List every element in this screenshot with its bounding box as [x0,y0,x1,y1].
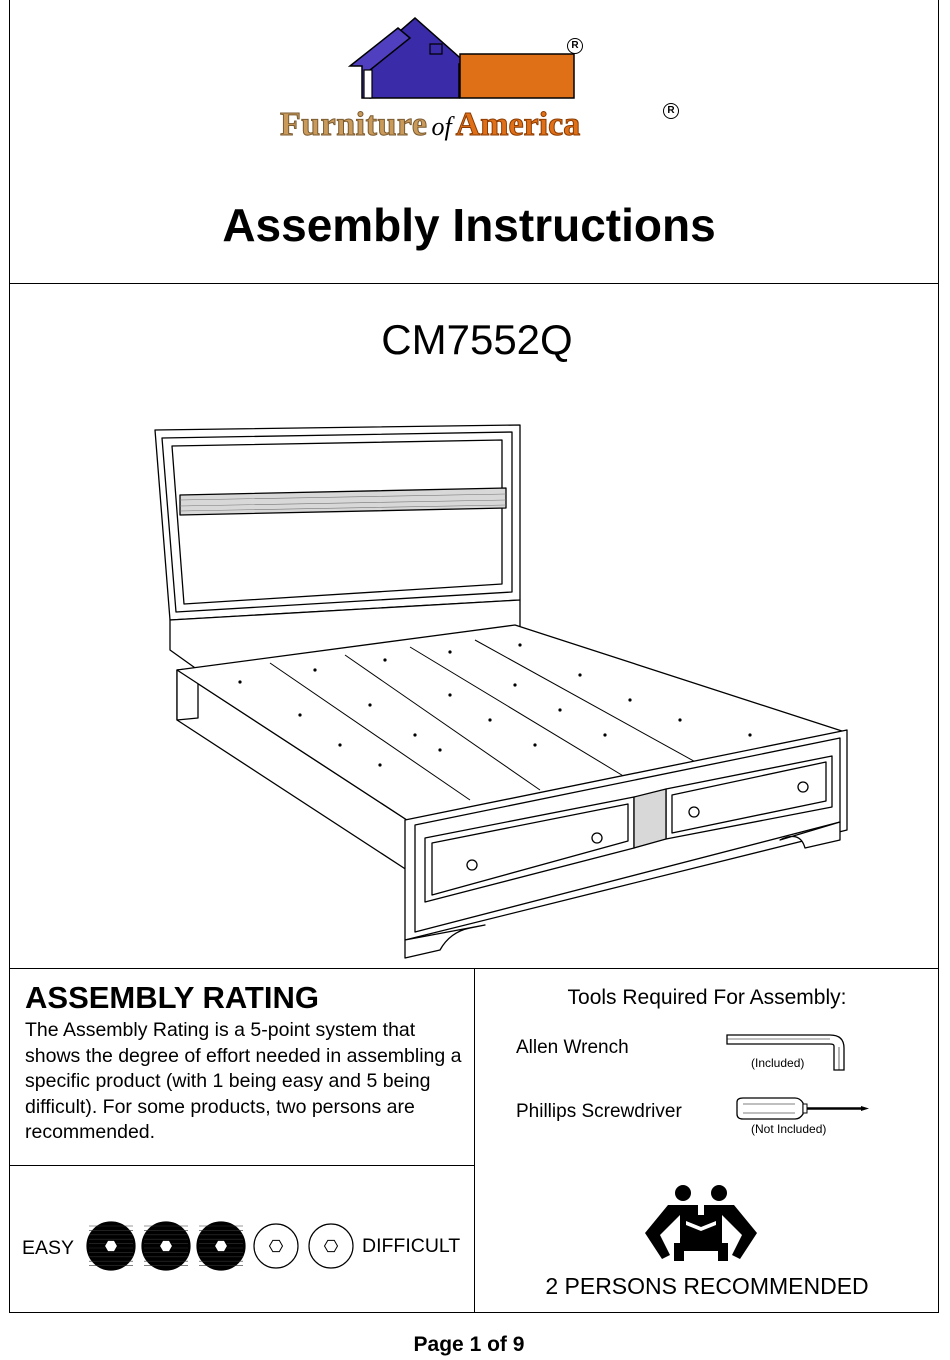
brand-word-of: of [431,112,452,141]
tool-name-allen-wrench: Allen Wrench [516,1037,629,1058]
brand-word-furniture: Furniture [280,106,428,143]
divider-columns [474,968,475,1313]
page-title: Assembly Instructions [222,199,716,251]
tools-heading: Tools Required For Assembly: [567,986,847,1009]
rating-heading: ASSEMBLY RATING [25,980,319,1015]
two-persons-lifting-icon [640,1183,762,1268]
page-number: Page 1 of 9 [413,1333,525,1356]
tool-name-phillips-screwdriver: Phillips Screwdriver [516,1101,682,1122]
bed-illustration [150,420,860,965]
rating-circle-filled [142,1222,190,1270]
persons-recommended-label: 2 PERSONS RECOMMENDED [545,1273,869,1299]
difficult-label: DIFFICULT [362,1235,461,1257]
easy-label: EASY [22,1237,75,1259]
rating-circle-filled [87,1222,135,1270]
divider-header [9,283,939,284]
brand-word-america: America [455,106,581,143]
tool-note-not-included: (Not Included) [751,1122,827,1136]
brand-wordmark [280,106,580,144]
rating-circle-empty [254,1224,298,1268]
divider-rating [9,1165,474,1166]
registered-mark-icon: R [567,38,583,54]
registered-mark-icon: R [663,103,679,119]
tool-note-included: (Included) [751,1056,805,1070]
model-number: CM7552Q [381,316,573,363]
rating-circle-filled [197,1222,245,1270]
screwdriver-icon [735,1094,870,1124]
rating-circle-empty [309,1224,353,1268]
rating-description: The Assembly Rating is a 5-point system that shows the degree of effort needed in assembling a specific product (with 1 being easy and 5 being difficult). For some products, two persons are recommended. [25,1019,462,1143]
